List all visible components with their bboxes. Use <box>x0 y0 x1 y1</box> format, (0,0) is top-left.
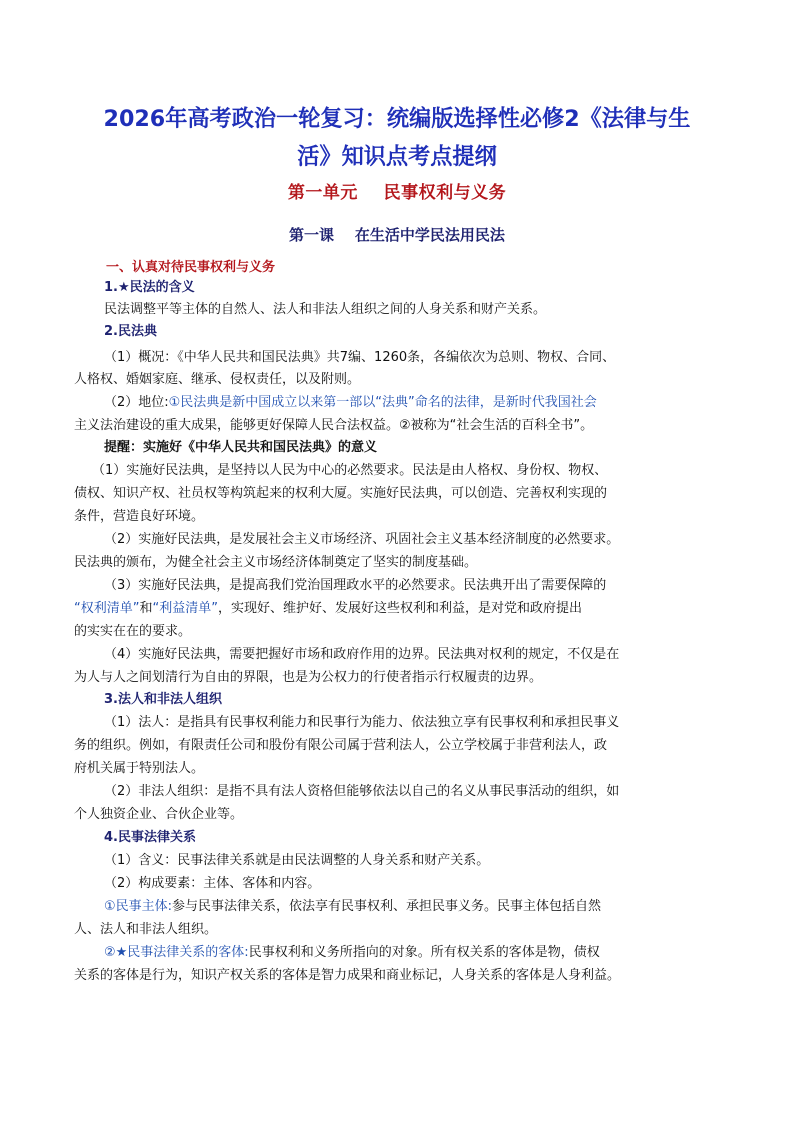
tip-heading <box>104 438 377 458</box>
paragraph-line: 关系的客体是行为，知识产权关系的客体是智力成果和商业标记，人身关系的客体是人身利益。 <box>74 968 621 983</box>
paragraph-line: 民法调整平等主体的自然人、法人和非法人组织之间的人身关系和财产关系。 <box>104 302 547 317</box>
paragraph-line: （1）法人：是指具有民事权利能力和民事行为能力、依法独立享有民事权利和承担民事义 <box>104 715 620 730</box>
paragraph-line: （3）实施好民法典，是提高我们党治国理政水平的必然要求。民法典开出了需要保障的 <box>104 578 607 593</box>
text-span: ，实现好、维护好、发展好这些权利和利益，是对党和政府提出 <box>217 601 582 616</box>
highlight-text: “利益清单” <box>152 601 218 616</box>
highlight-text: ②★民事法律关系的客体: <box>104 945 249 960</box>
text-span: 和 <box>139 601 153 616</box>
section-heading-text: 一、认真对待民事权利与义务 <box>106 260 276 275</box>
paragraph-line: 的实实在在的要求。 <box>74 624 192 639</box>
paragraph-line: 债权、知识产权、社员权等构筑起来的权利大厦。实施好民法典，可以创造、完善权利实现的 <box>74 486 608 501</box>
highlight-text: “权利清单” <box>74 601 140 616</box>
subheading-3-text: 3.法人和非法人组织 <box>104 692 222 707</box>
paragraph-line: 条件，营造良好环境。 <box>74 509 205 524</box>
subheading-1-text: 1.★民法的含义 <box>104 280 195 295</box>
highlight-text: ①民法典是新中国成立以来第一部以“法典”命名的法律，是新时代我国社会 <box>168 395 597 410</box>
paragraph-line <box>104 393 597 413</box>
paragraph-line: （2）构成要素：主体、客体和内容。 <box>104 876 321 891</box>
paragraph-line: 人、法人和非法人组织。 <box>74 922 218 937</box>
section-heading <box>106 258 275 278</box>
document-title-line-2: 活》知识点考点提纲 <box>297 144 497 170</box>
highlight-text: ①民事主体: <box>104 899 173 914</box>
paragraph-line: （1）实施好民法典，是坚持以人民为中心的必然要求。民法是由人格权、身份权、物权、 <box>92 463 608 478</box>
paragraph-line: 为人与人之间划清行为自由的界限，也是为公权力的行使者指示行权履责的边界。 <box>74 670 543 685</box>
subheading-2 <box>104 322 157 342</box>
subheading-2-text: 2.民法典 <box>104 324 157 339</box>
paragraph-line: 务的组织。例如，有限责任公司和股份有限公司属于营利法人，公立学校属于非营利法人，政 <box>74 738 608 753</box>
tip-heading-text: 提醒：实施好《中华人民共和国民法典》的意义 <box>104 440 378 455</box>
subheading-4 <box>104 828 196 848</box>
text-span: 民事权利和义务所指向的对象。所有权关系的客体是物，债权 <box>248 945 600 960</box>
paragraph-line: （1）含义：民事法律关系就是由民法调整的人身关系和财产关系。 <box>104 853 490 868</box>
text-span: 参与民事法律关系，依法享有民事权利、承担民事义务。民事主体包括自然 <box>172 899 602 914</box>
subheading-1 <box>104 278 195 298</box>
paragraph-line: （1）概况：《中华人民共和国民法典》共7编、1260条，各编依次为总则、物权、合同、 <box>104 350 616 365</box>
paragraph-line <box>104 897 601 917</box>
paragraph-line: 人格权、婚姻家庭、继承、侵权责任，以及附则。 <box>74 372 361 387</box>
paragraph-line: （4）实施好民法典，需要把握好市场和政府作用的边界。民法典对权利的规定，不仅是在 <box>104 647 620 662</box>
subheading-3 <box>104 690 222 710</box>
paragraph-line: （2）实施好民法典，是发展社会主义市场经济、巩固社会主义基本经济制度的必然要求。 <box>104 532 620 547</box>
paragraph-line: （2）非法人组织：是指不具有法人资格但能够依法以自己的名义从事民事活动的组织，如 <box>104 784 620 799</box>
paragraph-line: 民法典的颁布，为健全社会主义市场经济体制奠定了坚实的制度基础。 <box>74 555 478 570</box>
paragraph-line: 个人独资企业、合伙企业等。 <box>74 807 244 822</box>
paragraph-line: 主义法治建设的重大成果，能够更好保障人民合法权益。②被称为“社会生活的百科全书”。 <box>74 418 594 433</box>
document-title-line-1: 2026年高考政治一轮复习：统编版选择性必修2《法律与生 <box>103 106 691 132</box>
lesson-heading: 第一课 在生活中学民法用民法 <box>289 226 505 244</box>
subheading-4-text: 4.民事法律关系 <box>104 830 196 845</box>
unit-heading: 第一单元 民事权利与义务 <box>287 183 507 203</box>
paragraph-line <box>104 943 600 963</box>
paragraph-line <box>74 599 582 619</box>
text-span: （2）地位: <box>104 395 169 410</box>
paragraph-line: 府机关属于特别法人。 <box>74 761 205 776</box>
